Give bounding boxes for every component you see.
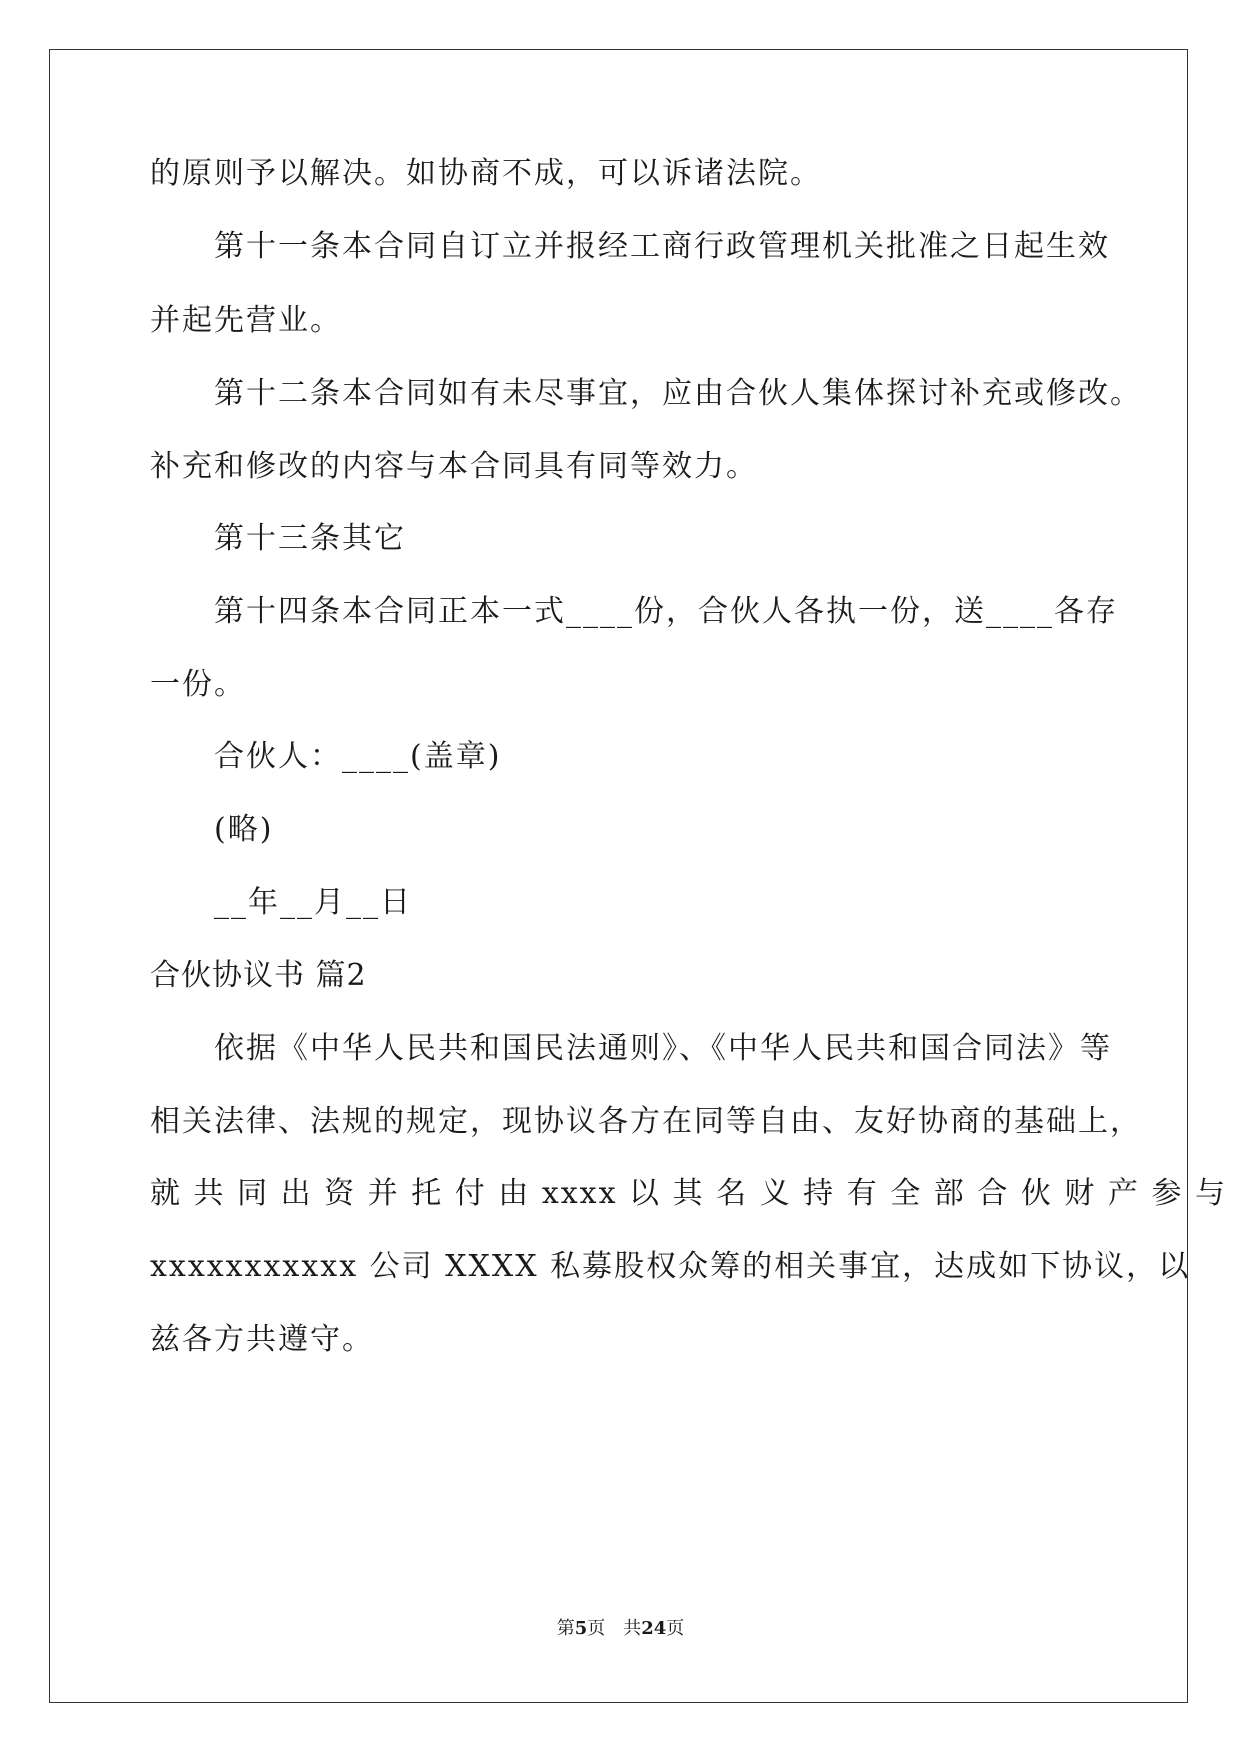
text-line: 并起先营业。 [150,303,342,338]
text-line: 补充和修改的内容与本合同具有同等效力。 [150,449,758,484]
text-line: (略) [214,812,274,847]
page-total: 24 [641,1618,667,1639]
text-line: 就 共 同 出 资 并 托 付 由 xxxx 以 其 名 义 持 有 全 部 合 伙 财 产 参 与 [150,1176,1228,1211]
page-current: 5 [574,1618,588,1639]
text-line: 的原则予以解决。如协商不成，可以诉诸法院。 [150,156,822,191]
text-line: __年__月__日 [214,885,412,920]
page-mid: 页 共 [587,1618,642,1639]
text-line: xxxxxxxxxxx 公司 XXXX 私募股权众筹的相关事宜，达成如下协议，以 [150,1249,1191,1284]
page-number-footer [0,1617,1241,1641]
page-border [49,49,1191,1703]
page-suffix: 页 [666,1618,685,1639]
text-line: 一份。 [150,667,246,702]
text-line: 第十一条本合同自订立并报经工商行政管理机关批准之日起生效 [214,229,1110,264]
text-line: 相关法律、法规的规定，现协议各方在同等自由、友好协商的基础上， [150,1104,1142,1139]
text-line: 兹各方共遵守。 [150,1322,374,1357]
text-line: 依据《中华人民共和国民法通则》、《中华人民共和国合同法》等 [214,1031,1112,1066]
text-line: 合伙人：____(盖章) [214,739,502,774]
page-prefix: 第 [556,1618,575,1639]
text-line: 第十四条本合同正本一式____份，合伙人各执一份，送____各存 [214,594,1118,629]
text-line: 第十三条其它 [214,521,406,556]
text-line: 第十二条本合同如有未尽事宜，应由合伙人集体探讨补充或修改。 [214,376,1142,411]
section-heading: 合伙协议书 篇2 [150,958,367,993]
